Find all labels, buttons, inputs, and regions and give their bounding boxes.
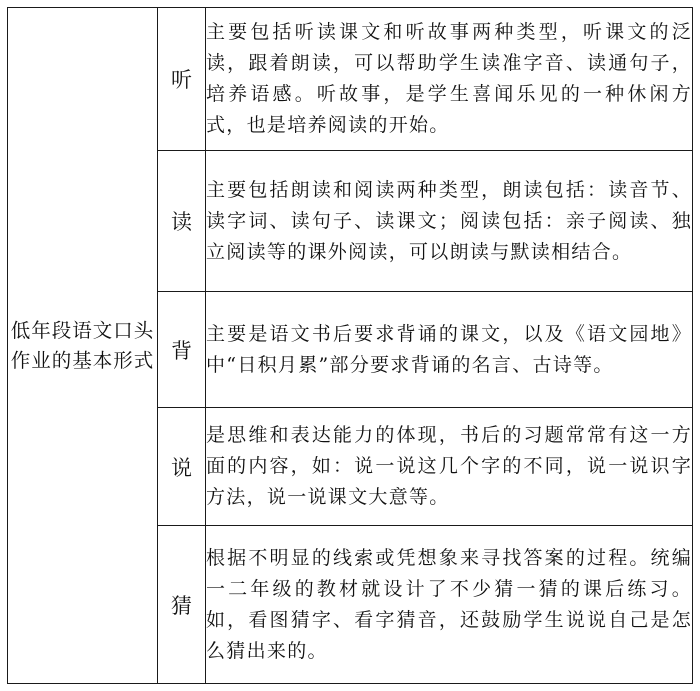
description-read: 主要包括朗读和阅读两种类型，朗读包括：读音节、读字词、读句子、读课文；阅读包括：亲子阅读、独立阅读等的课外阅读，可以朗读与默读相结合。 bbox=[206, 178, 692, 263]
description-cell-listen bbox=[206, 8, 693, 151]
description-cell-read bbox=[206, 151, 693, 292]
description-cell-guess bbox=[206, 526, 693, 684]
type-label-guess: 猜 bbox=[171, 593, 192, 618]
description-listen: 主要包括听读课文和听故事两种类型，听课文的泛读，跟着朗读，可以帮助学生读准字音、读通句子，培养语感。听故事，是学生喜闻乐见的一种休闲方式，也是培养阅读的开始。 bbox=[206, 21, 692, 136]
type-label-recite: 背 bbox=[171, 338, 192, 363]
category-cell bbox=[8, 8, 158, 684]
type-label-read: 读 bbox=[171, 210, 192, 234]
type-cell-listen bbox=[158, 8, 206, 151]
homework-forms-table bbox=[7, 7, 693, 684]
type-cell-guess bbox=[158, 526, 206, 684]
description-cell-recite bbox=[206, 292, 693, 408]
description-speak: 是思维和表达能力的体现，书后的习题常常有这一方面的内容，如：说一说这几个字的不同，说一说识字方法，说一说课文大意等。 bbox=[206, 424, 692, 508]
type-cell-speak bbox=[158, 408, 206, 526]
table-row-listen bbox=[8, 8, 693, 151]
type-label-speak: 说 bbox=[171, 455, 192, 480]
type-cell-recite bbox=[158, 292, 206, 408]
description-guess: 根据不明显的线索或凭想象来寻找答案的过程。统编一二年级的教材就设计了不少猜一猜的课后练习。如，看图猜字、看字猜音，还鼓励学生说说自己是怎么猜出来的。 bbox=[206, 546, 692, 662]
description-recite: 主要是语文书后要求背诵的课文，以及《语文园地》中“日积月累”部分要求背诵的名言、古诗等。 bbox=[206, 322, 692, 376]
type-label-listen: 听 bbox=[171, 68, 192, 92]
description-cell-speak bbox=[206, 408, 693, 526]
type-cell-read bbox=[158, 151, 206, 292]
category-label: 低年段语文口头作业的基本形式 bbox=[10, 318, 155, 372]
